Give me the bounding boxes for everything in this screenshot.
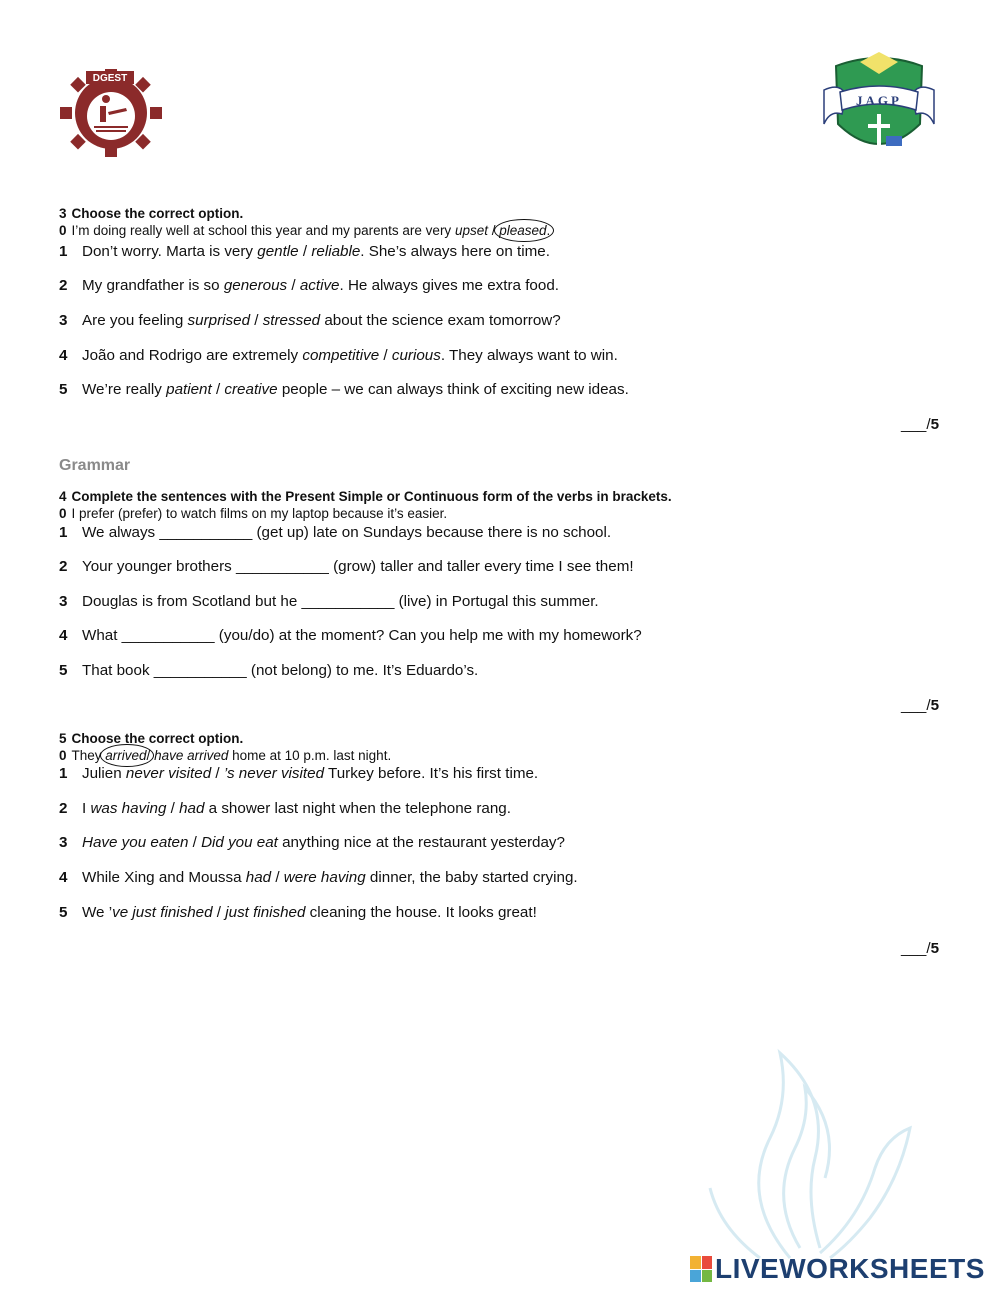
liveworksheets-wordmark: LIVEWORKSHEETS xyxy=(715,1253,985,1284)
task-4-item-2[interactable]: 2 Your younger brothers ___________ (grow) taller and taller every time I see them! xyxy=(59,558,634,575)
option-b[interactable]: reliable xyxy=(311,243,361,260)
liveworksheets-mark-icon xyxy=(690,1256,712,1282)
task-5-item-4[interactable]: 4 While Xing and Moussa had / were having dinner, the baby started crying. xyxy=(59,869,578,886)
option-b[interactable]: curious xyxy=(391,347,441,364)
task-4-item-4[interactable]: 4 What ___________ (you/do) at the moment? Can you help me with my homework? xyxy=(59,627,642,644)
task-5-example: 0 They arrived/ have arrived home at 10 p.m. last night. xyxy=(59,748,392,763)
gap-sentence[interactable]: What ___________ (you/do) at the moment? Can you help me with my homework? xyxy=(82,627,642,644)
option-a[interactable]: generous xyxy=(223,277,288,294)
task-3-item-5[interactable]: 5 We’re really patient / creative people – we can always think of exciting new ideas. xyxy=(59,381,629,398)
option-a[interactable]: surprised xyxy=(187,312,251,329)
option-b[interactable]: stressed xyxy=(262,312,321,329)
task-3-example: 0 I’m doing really well at school this year and my parents are very upset / pleased. xyxy=(59,223,551,238)
task-5-item-2[interactable]: 2 I was having / had a shower last night when the telephone rang. xyxy=(59,800,511,817)
option-a[interactable]: Have you eaten xyxy=(82,834,189,851)
task-5-item-5[interactable]: 5 We ’ve just finished / just finished cleaning the house. It looks great! xyxy=(59,904,537,921)
dgest-logo-text: DGEST xyxy=(92,73,128,84)
gap-sentence[interactable]: We always ___________ (get up) late on Sundays because there is no school. xyxy=(82,524,612,541)
task-4-title: 4 Complete the sentences with the Present Simple or Continuous form of the verbs in brackets. xyxy=(59,489,672,504)
task-4-item-3[interactable]: 3 Douglas is from Scotland but he ___________ (live) in Portugal this summer. xyxy=(59,593,599,610)
option-b[interactable]: ’s never visited xyxy=(223,765,325,782)
dgest-logo xyxy=(56,66,166,160)
task-3-item-4[interactable]: 4 João and Rodrigo are extremely competitive / curious. They always want to win. xyxy=(59,347,618,364)
gap-sentence[interactable]: Douglas is from Scotland but he ___________ (live) in Portugal this summer. xyxy=(82,593,599,610)
gap-sentence[interactable]: Your younger brothers ___________ (grow) taller and taller every time I see them! xyxy=(82,558,634,575)
option-a[interactable]: ve just finished xyxy=(112,904,213,921)
task-5-title: 5 Choose the correct option. xyxy=(59,731,244,746)
jagp-logo-text: JAGP xyxy=(856,93,902,108)
task-3-item-2[interactable]: 2 My grandfather is so generous / active. He always gives me extra food. xyxy=(59,277,559,294)
task-5-item-3[interactable]: 3 Have you eaten / Did you eat anything nice at the restaurant yesterday? xyxy=(59,834,565,851)
task-3-score: ___/5 xyxy=(901,416,940,433)
option-b[interactable]: creative xyxy=(224,381,278,398)
jagp-logo xyxy=(816,52,942,170)
task-5-item-1[interactable]: 1 Julien never visited / ’s never visited Turkey before. It’s his first time. xyxy=(59,765,539,782)
option-a[interactable]: gentle xyxy=(257,243,299,260)
task-3-item-1[interactable]: 1 Don’t worry. Marta is very gentle / reliable. She’s always here on time. xyxy=(59,243,550,260)
task-3-title: 3 Choose the correct option. xyxy=(59,206,244,221)
option-b[interactable]: were having xyxy=(283,869,366,886)
option-a[interactable]: patient xyxy=(166,381,212,398)
task-4-item-5[interactable]: 5 That book ___________ (not belong) to me. It’s Eduardo’s. xyxy=(59,662,479,679)
option-a[interactable]: never visited xyxy=(125,765,212,782)
flame-watermark-icon xyxy=(700,1048,940,1263)
task-3-item-3[interactable]: 3 Are you feeling surprised / stressed about the science exam tomorrow? xyxy=(59,312,561,329)
task-4-example: 0 I prefer (prefer) to watch films on my laptop because it’s easier. xyxy=(59,506,448,521)
liveworksheets-brand xyxy=(690,1252,985,1286)
grammar-heading: Grammar xyxy=(59,457,131,474)
circled-answer: arrived xyxy=(105,748,147,763)
gap-sentence[interactable]: That book ___________ (not belong) to me. It’s Eduardo’s. xyxy=(82,662,479,679)
option-b[interactable]: Did you eat xyxy=(201,834,278,851)
option-b[interactable]: just finished xyxy=(225,904,306,921)
option-b[interactable]: active xyxy=(299,277,340,294)
task-4-score: ___/5 xyxy=(901,697,940,714)
task-5-score: ___/5 xyxy=(901,940,940,957)
circled-answer: pleased xyxy=(499,223,547,238)
option-a[interactable]: competitive xyxy=(302,347,380,364)
option-a[interactable]: was having xyxy=(90,800,167,817)
task-4-item-1[interactable]: 1 We always ___________ (get up) late on Sundays because there is no school. xyxy=(59,524,612,541)
option-b[interactable]: had xyxy=(179,800,205,817)
option-a[interactable]: had xyxy=(245,869,272,886)
